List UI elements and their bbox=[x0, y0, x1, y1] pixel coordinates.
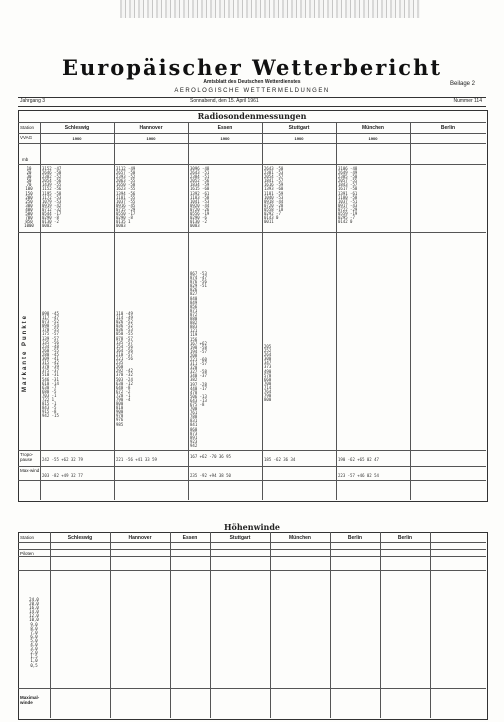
hw-maxwind-label: Maximal-winde bbox=[20, 695, 40, 705]
hw-station-label: Station bbox=[20, 535, 35, 540]
beilage-label: Beilage 2 bbox=[450, 81, 476, 87]
tropo-essen: 167 +62 -70 36 95 bbox=[190, 454, 231, 459]
radiosonde-table bbox=[18, 110, 488, 502]
rule bbox=[40, 122, 41, 500]
hw-station-1: Schleswig bbox=[67, 535, 93, 541]
hannover-markante: 110 -49 114 -49 026 -52 036 -52 036 -53 050 -55 078 -57 135 -57 154 -56 164 -56 210 -57 221 -56 235 260 292 -42 370 -32 503 -24 630 -12 640 -8 672 -2 720 -1 790 -4 800 810 900 970 976 985 bbox=[116, 311, 133, 427]
hannover-standard-levels: 3112 -49 2657 -50 2393 -52 2063 -55 1650 -58 1623 -55 1394 -56 1181 -55 1037 -55 0916 -45 0715 -29 0550 -17 0290 -8 0135 1 0003 bbox=[116, 166, 136, 229]
schleswig-standard-levels: 3152 -47 2646 -50 2382 -52 2054 -56 1439 -55 1152 -56 1195 -58 1172 -53 1079 -53 0919 -42 0712 -32 0544 -17 0290 -8 0130 -2 0002 bbox=[42, 166, 62, 229]
divider bbox=[18, 106, 486, 107]
jahrgang: Jahrgang 3 bbox=[20, 98, 46, 104]
hw-heights: 24,0 20,0 16,0 14,0 12,0 10,0 9,0 8,0 7,0 6,0 5,0 4,0 3,0 2,0 1,5 1,0 0,5 bbox=[29, 597, 39, 668]
rule bbox=[18, 133, 486, 134]
time-schleswig: 1900 bbox=[72, 136, 82, 141]
essen-markante: 867 -53 874 -47 876 -56 829 -51 826 827 840 849 856 871 872 880 882 883 121 119 156 167 +62 198 -58 194 -57 208 221 -60 311 -57 320 327 -58 340 -37 382 397 -28 440 -17 478 506 -13 643 -13 675 -8 700 761 788 831 841 860 873 891 923 942 bbox=[190, 271, 207, 448]
tropo-stuttgart: 185 -62 36 34 bbox=[264, 457, 296, 462]
rule bbox=[18, 556, 486, 557]
radiosonde-title: Radiosondenmessungen bbox=[197, 111, 307, 121]
rule bbox=[18, 549, 486, 550]
rule bbox=[18, 688, 486, 689]
hw-station-3: Essen bbox=[182, 535, 198, 541]
rule bbox=[110, 532, 111, 718]
pressure-levels: 10 20 30 50 70 100 150 200 250 300 400 500 700 850 1000 bbox=[24, 166, 34, 229]
page-title: Europäischer Wetterbericht bbox=[61, 55, 443, 80]
maxwind-essen: 235 -92 +94 38 50 bbox=[190, 473, 231, 478]
schleswig-markante: 098 -45 117 -47 073 -52 090 -54 170 -55 175 -57 139 -57 135 -56 234 -48 260 -55 280 -45 309 -41 315 -42 370 -39 375 -37 510 -31 546 -31 610 -14 630 -7 680 -5 703 -1 722 1 815 -1 843 -5 915 -8 942 -15 bbox=[42, 311, 59, 419]
station-essen: Essen bbox=[217, 125, 233, 131]
vvag-label: VVAG bbox=[20, 135, 33, 140]
issue-info bbox=[18, 97, 486, 106]
scan-artifact bbox=[120, 0, 420, 18]
section-heading: AEROLOGISCHE WETTERMELDUNGEN bbox=[174, 88, 330, 94]
rule bbox=[114, 122, 115, 500]
hw-station-6: Berlin bbox=[347, 535, 363, 541]
rule bbox=[262, 122, 263, 500]
time-muenchen: 1900 bbox=[368, 136, 378, 141]
tropo-label: Tropo-pause bbox=[20, 452, 34, 462]
tropo-hannover: 221 -56 +41 33 59 bbox=[116, 457, 157, 462]
markante-punkte-label: Markante Punkte bbox=[22, 313, 28, 392]
hw-station-4: Stuttgart bbox=[229, 535, 251, 541]
rule bbox=[210, 532, 211, 718]
rule bbox=[188, 122, 189, 500]
hoehenwinde-table bbox=[18, 532, 488, 720]
stuttgart-standard-levels: 2643 -50 2381 -53 2054 -57 1841 -57 1616 -59 1393 -60 1181 -59 1040 -53 0918 -44 0720 -28 0558 -18 0292 -7 0143 0 0011 bbox=[264, 166, 284, 225]
station-label: Station bbox=[20, 125, 35, 130]
rule bbox=[18, 570, 486, 571]
issue-date: Sonnabend, den 15. April 1961 bbox=[190, 98, 259, 104]
rule bbox=[380, 532, 381, 718]
maxwind-muenchen: 223 -57 +46 02 54 bbox=[338, 473, 379, 478]
rule bbox=[18, 143, 486, 144]
issue-number: Nummer 114 bbox=[453, 98, 482, 104]
station-schleswig: Schleswig bbox=[64, 125, 90, 131]
maxwind-label: Max-wind bbox=[20, 468, 40, 473]
station-berlin: Berlin bbox=[440, 125, 456, 131]
hoehenwinde-title: Höhenwinde bbox=[223, 522, 281, 532]
hw-station-5: München bbox=[289, 535, 311, 541]
rule bbox=[330, 532, 331, 718]
rule bbox=[18, 450, 486, 451]
page-subtitle: Amtsblatt des Deutschen Wetterdienstes bbox=[203, 79, 301, 85]
rule bbox=[18, 542, 486, 543]
hw-station-2: Hannover bbox=[128, 535, 152, 541]
hw-piloten-label: Piloten bbox=[20, 551, 34, 556]
stuttgart-markante: 205 252 264 300 347 373 490 570 660 700 714 764 790 800 bbox=[264, 344, 272, 403]
time-hannover: 1900 bbox=[146, 136, 156, 141]
station-muenchen: München bbox=[362, 125, 384, 131]
time-essen: 1900 bbox=[220, 136, 230, 141]
rule bbox=[18, 466, 486, 467]
maxwind-schleswig: 203 -82 +49 32 77 bbox=[42, 473, 83, 478]
time-stuttgart: 1900 bbox=[294, 136, 304, 141]
muenchen-standard-levels: 3106 -48 2649 -49 2385 -50 2057 -55 1843 -57 1617 -58 1391 -61 1180 -58 1037 -51 0917 -43 0722 -29 0559 -19 0295 -7 0142 0 bbox=[338, 166, 358, 225]
tropo-muenchen: 190 -62 +65 02 47 bbox=[338, 457, 379, 462]
station-stuttgart: Stuttgart bbox=[288, 125, 310, 131]
rule bbox=[170, 532, 171, 718]
station-hannover: Hannover bbox=[139, 125, 163, 131]
tropo-schleswig: 242 -55 +62 32 79 bbox=[42, 457, 83, 462]
rule bbox=[430, 532, 431, 718]
rule bbox=[270, 532, 271, 718]
rule bbox=[18, 480, 486, 481]
hw-station-7: Berlin bbox=[397, 535, 413, 541]
essen-standard-levels: 3096 -48 2643 -51 2384 -51 2052 -56 1834 -59 1615 -60 1392 -61 1183 -58 1041 -53 0920 -44 0720 -26 0556 -19 0290 -6 0130 -2 0003 bbox=[190, 166, 210, 229]
rule bbox=[410, 122, 411, 500]
rule bbox=[18, 164, 486, 165]
mb-label: mb bbox=[22, 157, 29, 162]
rule bbox=[18, 122, 486, 123]
rule bbox=[336, 122, 337, 500]
rule bbox=[18, 232, 486, 233]
rule bbox=[50, 532, 51, 718]
